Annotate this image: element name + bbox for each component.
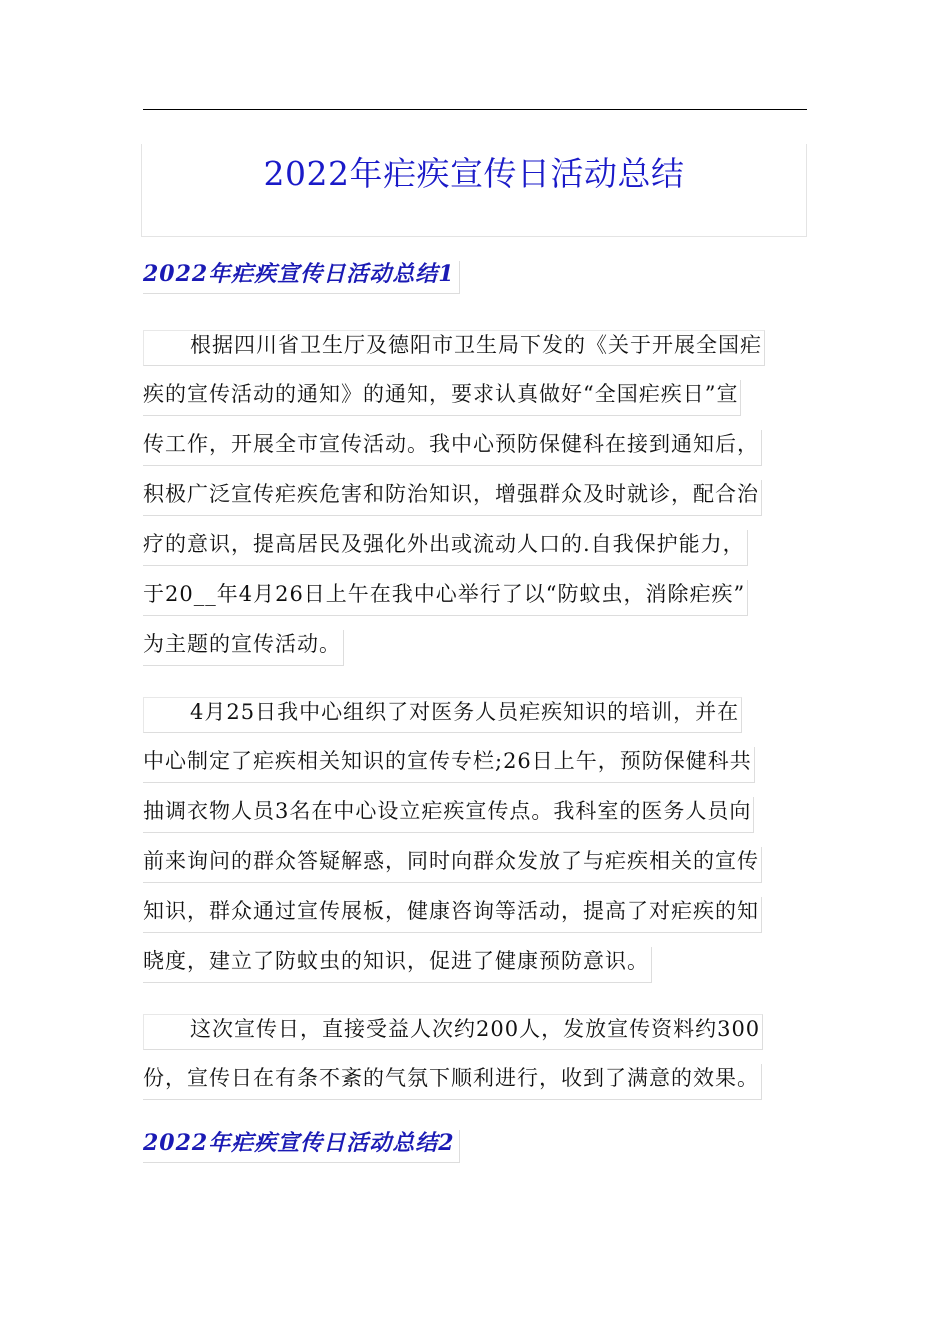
section-heading-2: 2022年疟疾宣传日活动总结2 [143, 1130, 460, 1163]
paragraph-line: 疗的意识，提高居民及强化外出或流动人口的.自我保护能力， [143, 530, 748, 566]
paragraph-line: 根据四川省卫生厅及德阳市卫生局下发的《关于开展全国疟 [143, 330, 765, 366]
paragraph-line: 于20__年4月26日上午在我中心举行了以“防蚊虫，消除疟疾” [143, 580, 748, 616]
paragraph-line: 晓度，建立了防蚊虫的知识，促进了健康预防意识。 [143, 947, 652, 983]
paragraph-line: 4月25日我中心组织了对医务人员疟疾知识的培训，并在 [143, 697, 742, 733]
paragraph-line: 前来询问的群众答疑解惑，同时向群众发放了与疟疾相关的宣传 [143, 847, 762, 883]
title-box [141, 144, 807, 237]
paragraph-line: 传工作，开展全市宣传活动。我中心预防保健科在接到通知后， [143, 430, 762, 466]
paragraph-line: 知识，群众通过宣传展板，健康咨询等活动，提高了对疟疾的知 [143, 897, 762, 933]
paragraph-line: 积极广泛宣传疟疾危害和防治知识，增强群众及时就诊，配合治 [143, 480, 762, 516]
paragraph-line: 中心制定了疟疾相关知识的宣传专栏;26日上午，预防保健科共 [143, 747, 755, 783]
paragraph-line: 为主题的宣传活动。 [143, 630, 344, 666]
section-heading-1: 2022年疟疾宣传日活动总结1 [143, 261, 460, 294]
paragraph-line: 份，宣传日在有条不紊的气氛下顺利进行，收到了满意的效果。 [143, 1064, 762, 1100]
document-title: 2022年疟疾宣传日活动总结 [263, 154, 685, 193]
paragraph-line: 抽调衣物人员3名在中心设立疟疾宣传点。我科室的医务人员向 [143, 797, 754, 833]
paragraph-line: 这次宣传日，直接受益人次约200人，发放宣传资料约300 [143, 1014, 763, 1050]
paragraph-line: 疾的宣传活动的通知》的通知，要求认真做好“全国疟疾日”宣 [143, 380, 741, 416]
top-rule [143, 109, 807, 110]
